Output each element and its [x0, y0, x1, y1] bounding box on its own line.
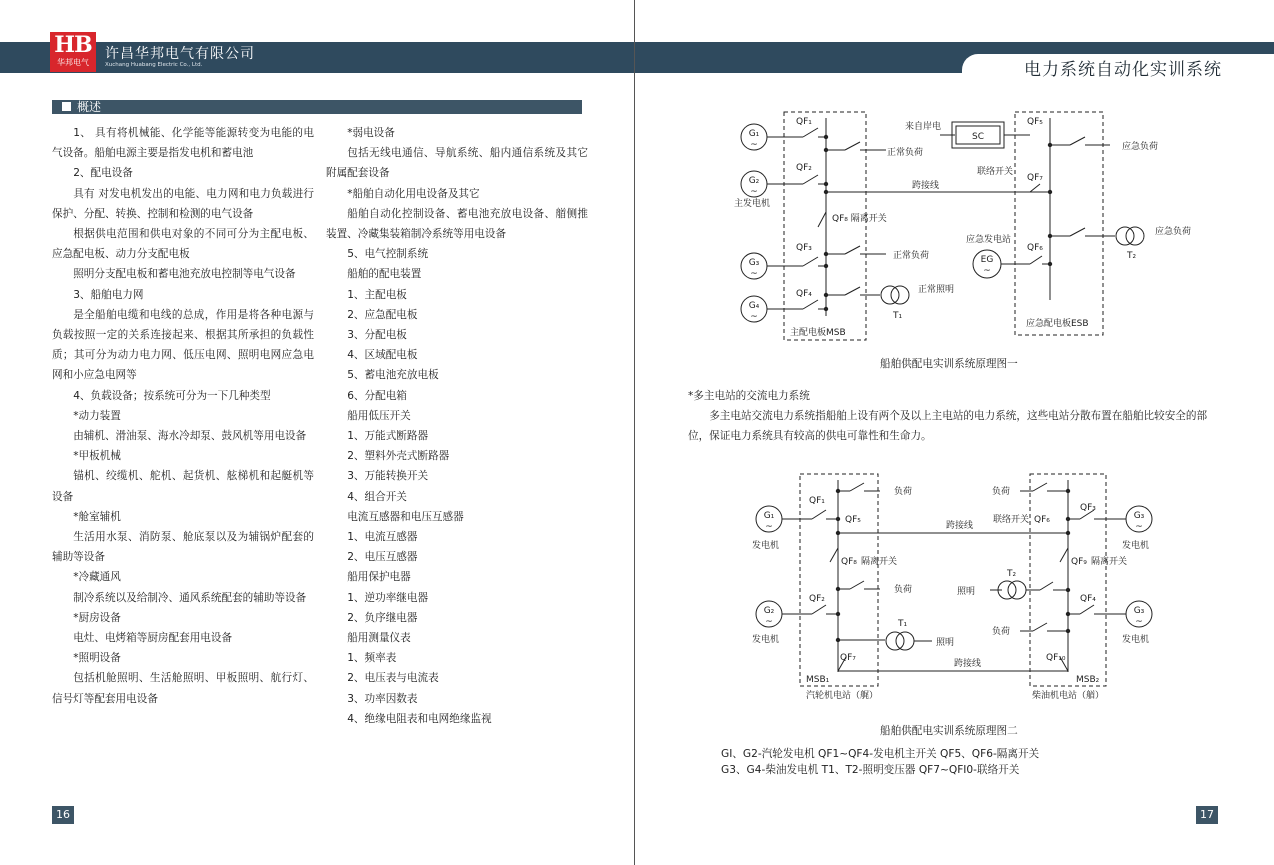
company-name-en: Xuchang Huabang Electric Co., Ltd. — [105, 62, 203, 68]
d2-qf4-label: QF₄ — [1080, 594, 1096, 604]
g3-tilde: ~ — [750, 269, 758, 279]
d2-qf3-label: QF₃ — [1080, 503, 1096, 513]
paragraph: *冷藏通风 — [73, 571, 121, 584]
d2-qf8-label: QF₈ — [841, 557, 857, 567]
logo-sub: 华邦电气 — [57, 58, 89, 67]
d2-cross-top-label: 跨接线 — [946, 521, 974, 531]
t1-label: T₁ — [893, 311, 903, 321]
g3-label: G₃ — [748, 258, 760, 268]
diagram-one-caption: 船舶供配电实训系统原理图一 — [880, 358, 1018, 370]
g1-tilde: ~ — [750, 140, 758, 150]
d2-gen4-label: 发电机 — [1122, 635, 1150, 645]
main-gen-label: 主发电机 — [734, 199, 771, 209]
paragraph-body: 多主电站交流电力系统指船舶上设有两个及以上主电站的电力系统，这些电站分散布置在船舶比较安全的部位，保证电力系统具有较高的供电可靠性和生命力。 — [688, 410, 1208, 442]
d2-qf6-label: QF₆ — [1034, 515, 1050, 525]
d2-qf9-label: QF₉ — [1071, 557, 1087, 567]
d2-g2-tilde: ~ — [765, 617, 773, 627]
sc-label: SC — [972, 132, 984, 142]
list-item: 2、塑料外壳式断路器 — [347, 450, 450, 463]
list-item: 电流互感器和电压互感器 — [347, 510, 464, 523]
qf2-label: QF₂ — [796, 163, 812, 173]
paragraph: 根据供电范围和供电对象的不同可分为主配电板、应急配电板、动力分支配电板 — [52, 228, 314, 261]
d2-t2-label: T₂ — [1007, 569, 1017, 579]
list-item: 5、蓄电池充放电板 — [347, 369, 439, 382]
qf1-label: QF₁ — [796, 117, 812, 127]
d2-qf2-label: QF₂ — [809, 594, 825, 604]
d2-gen2-label: 发电机 — [752, 635, 780, 645]
t2-label: T₂ — [1127, 251, 1137, 261]
paragraph: 2、配电设备 — [73, 167, 133, 180]
g2-label: G₂ — [748, 176, 760, 186]
paragraph: *船舶自动化用电设备及其它 — [347, 187, 480, 200]
paragraph: 制冷系统以及给制冷、通风系统配套的辅助等设备 — [73, 591, 307, 604]
paragraph: 锚机、绞缆机、舵机、起货机、舷梯机和起艇机等设备 — [52, 470, 314, 503]
paragraph: 具有 对发电机发出的电能、电力网和电力负载进行保护、分配、转换、控制和检测的电气设备 — [52, 187, 314, 220]
d2-qf1-label: QF₁ — [809, 496, 825, 506]
d2-isolation1-label: 隔离开关 — [861, 557, 898, 567]
list-item: 3、功率因数表 — [347, 692, 418, 705]
emergency-load2-label: 应急负荷 — [1155, 227, 1192, 237]
page-number-left: 16 — [52, 806, 74, 824]
paragraph: *动力装置 — [73, 409, 121, 422]
section-title: 概述 — [77, 100, 102, 114]
list-item: 船用保护电器 — [347, 571, 411, 584]
paragraph: *照明设备 — [73, 652, 121, 665]
d2-gen1-label: 发电机 — [752, 541, 780, 551]
paragraph: 电灶、电烤箱等厨房配套用电设备 — [73, 632, 233, 645]
d2-g4-tilde: ~ — [1135, 617, 1143, 627]
list-item: 船舶的配电装置 — [347, 268, 422, 281]
paragraph: 3、船舶电力网 — [73, 288, 144, 301]
cross-line-label: 跨接线 — [912, 181, 940, 191]
paragraph: *厨房设备 — [73, 611, 121, 624]
qf6-label: QF₆ — [1027, 243, 1043, 253]
paragraph: 由辅机、滑油泵、海水冷却泵、鼓风机等用电设备 — [73, 430, 307, 443]
d2-g3-label: G₃ — [1133, 511, 1145, 521]
paragraph: *弱电设备 — [347, 127, 395, 139]
paragraph: 照明分支配电板和蓄电池充放电控制等电气设备 — [73, 268, 296, 281]
list-item: 2、电压表与电流表 — [347, 672, 439, 685]
list-item: 2、电压互感器 — [347, 551, 418, 564]
qf3-label: QF₃ — [796, 243, 812, 253]
d2-g1-tilde: ~ — [765, 522, 773, 532]
list-item: 1、逆功率继电器 — [347, 591, 429, 604]
company-name-cn: 许昌华邦电气有限公司 — [105, 46, 255, 62]
page-number-right: 17 — [1196, 806, 1218, 824]
msb-label: 主配电板MSB — [790, 328, 846, 338]
paragraph: 包括机舱照明、生活舱照明、甲板照明、航行灯、信号灯等配套用电设备 — [52, 672, 314, 705]
emergency-station-label: 应急发电站 — [966, 235, 1012, 245]
qf4-label: QF₄ — [796, 289, 812, 299]
d2-load2-label: 负荷 — [894, 585, 913, 595]
paragraph: 船舶自动化控制设备、蓄电池充放电设备、艏侧推装置、冷藏集装箱制冷系统等用电设备 — [326, 207, 588, 241]
list-item: 2、负序继电器 — [347, 611, 418, 624]
list-item: 6、分配电箱 — [347, 389, 407, 402]
normal-load2-label: 正常负荷 — [893, 251, 930, 261]
g2-tilde: ~ — [750, 187, 758, 197]
eg-tilde: ~ — [983, 266, 991, 276]
eg-label: EG — [980, 255, 994, 265]
d2-t1-icon — [886, 632, 904, 650]
paragraph: *舱室辅机 — [73, 510, 121, 523]
g4-tilde: ~ — [750, 312, 758, 322]
d2-qf7-label: QF₇ — [840, 653, 856, 663]
paragraph: 包括无线电通信、导航系统、船内通信系统及其它附属配套设备 — [326, 147, 588, 180]
emergency-load-label: 应急负荷 — [1122, 142, 1159, 152]
list-item: 4、组合开关 — [347, 490, 407, 503]
paragraph: 4、负载设备；按系统可分为一下几种类型 — [73, 389, 271, 402]
list-item: 4、区域配电板 — [347, 349, 418, 362]
d2-qf10-label: QF₁₀ — [1046, 653, 1066, 663]
d2-msb1-label: MSB₁ — [806, 675, 830, 685]
list-item: 2、应急配电板 — [347, 308, 418, 321]
d2-isolation2-label: 隔离开关 — [1091, 557, 1128, 567]
list-item: 船用测量仪表 — [347, 632, 411, 645]
diagram-two-caption: 船舶供配电实训系统原理图二 — [880, 725, 1018, 737]
d2-steam-station-label: 汽轮机电站（艉） — [806, 691, 879, 701]
d2-load1-label: 负荷 — [894, 487, 913, 497]
d2-g1-label: G₁ — [763, 511, 775, 521]
list-item: 1、电流互感器 — [347, 531, 418, 544]
d2-t1-label: T₁ — [898, 619, 908, 629]
list-item: 3、万能转换开关 — [347, 470, 429, 483]
list-item: 1、万能式断路器 — [347, 430, 429, 443]
d2-lighting2-label: 照明 — [957, 587, 976, 597]
paragraph: 生活用水泵、消防泵、舱底泵以及为辅锅炉配套的辅助等设备 — [52, 531, 314, 564]
paragraph: *甲板机械 — [73, 450, 121, 463]
d2-lighting1-label: 照明 — [936, 638, 955, 648]
qf7-label: QF₇ — [1027, 173, 1043, 183]
list-item: 1、主配电板 — [347, 288, 407, 301]
brochure-title: 电力系统自动化实训系统 — [1024, 60, 1222, 80]
tie-switch-label: 联络开关 — [977, 167, 1014, 177]
d2-load4-label: 负荷 — [992, 627, 1011, 637]
d2-g2-label: G₂ — [763, 606, 775, 616]
legend-line: G3、G4-柴油发电机 T1、T2-照明变压器 QF7~QFI0-联络开关 — [721, 764, 1020, 776]
isolation-switch-label: QF₈ 隔离开关 — [832, 214, 887, 224]
d2-msb2-label: MSB₂ — [1076, 675, 1100, 685]
d2-gen3-label: 发电机 — [1122, 541, 1150, 551]
list-item: 船用低压开关 — [347, 409, 411, 422]
d2-cross-bottom-label: 跨接线 — [954, 659, 982, 669]
d2-g3-tilde: ~ — [1135, 522, 1143, 532]
paragraph: 是全船舶电缆和电线的总成，作用是将各种电源与负载按照一定的关系连接起来、根据其所承担的负载性质；其可分为动力电力网、低压电网、照明电网应急电网和小应急电网等 — [52, 308, 314, 382]
d2-diesel-station-label: 柴油机电站（艏） — [1032, 691, 1105, 701]
list-item: 5、电气控制系统 — [347, 248, 429, 261]
normal-lighting-label: 正常照明 — [918, 285, 955, 295]
paragraph-title: *多主电站的交流电力系统 — [688, 390, 810, 402]
logo-mark: HB — [54, 32, 92, 58]
qf5-label: QF₅ — [1027, 117, 1043, 127]
list-item: 3、分配电板 — [347, 329, 407, 342]
diagram-legend — [721, 746, 1039, 778]
d2-g4-label: G₃ — [1133, 606, 1145, 616]
paragraph: 1、 具有将机械能、化学能等能源转变为电能的电气设备。船舶电源主要是指发电机和蓄电池 — [52, 127, 314, 160]
legend-line: GI、G2-汽轮发电机 QF1~QF4-发电机主开关 QF5、QF6-隔离开关 — [721, 748, 1040, 760]
list-item: 4、绝缘电阻表和电网绝缘监视 — [347, 712, 492, 725]
list-item: 1、频率表 — [347, 652, 397, 665]
shore-power-label: 来自岸电 — [905, 122, 942, 132]
g4-label: G₄ — [748, 301, 760, 311]
d2-qf5-label: QF₅ — [845, 515, 861, 525]
g1-label: G₁ — [748, 129, 760, 139]
normal-load-label: 正常负荷 — [887, 148, 924, 158]
d2-tie-switch-label: 联络开关 — [993, 515, 1030, 525]
d2-load3-label: 负荷 — [992, 487, 1011, 497]
esb-label: 应急配电板ESB — [1026, 319, 1089, 329]
